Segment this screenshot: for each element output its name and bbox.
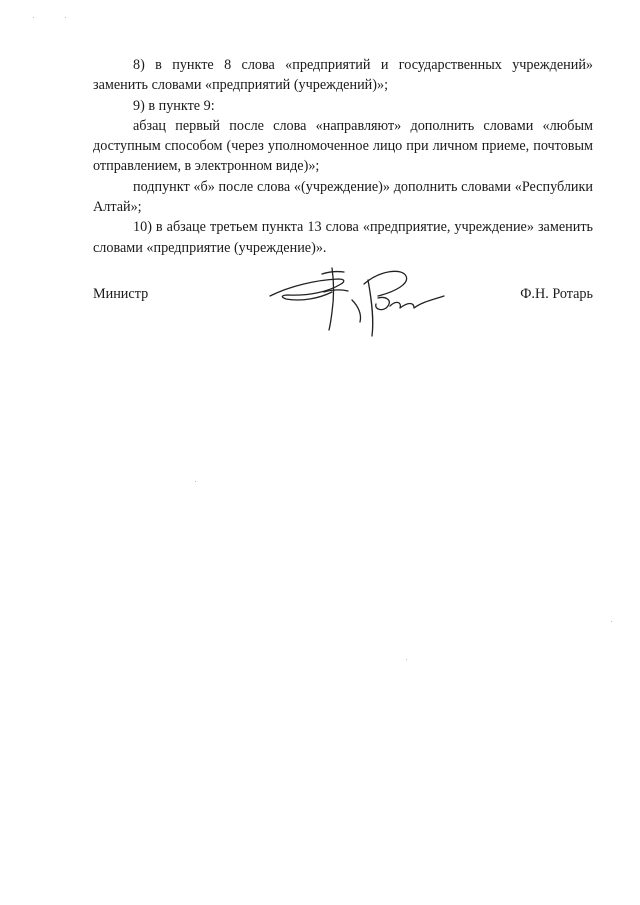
scan-speck: [406, 659, 407, 660]
scan-speck: [65, 17, 66, 18]
paragraph-item-9-podpunkt-b: подпункт «б» после слова «(учреждение)» дополнить словами «Республики Алтай»;: [93, 178, 593, 216]
handwritten-signature-icon: [268, 262, 448, 342]
signatory-name: Ф.Н. Ротарь: [520, 286, 593, 302]
document-body: [93, 55, 593, 258]
paragraph-item-10: 10) в абзаце третьем пункта 13 слова «предприятие, учреждение» заменить словами «предприятие (учреждение)».: [93, 219, 593, 256]
paragraph-item-9-abzac: абзац первый после слова «направляют» дополнить словами «любым доступным способом (через уполномоченное лицо при личном приеме, почтовым отправлением, в электронном виде)»;: [93, 117, 593, 175]
scan-speck: [611, 621, 612, 622]
paragraph-item-9: 9) в пункте 9:: [133, 97, 215, 114]
paragraph-item-8: 8) в пункте 8 слова «предприятий и государственных учреждений» заменить словами «предприятий (учреждений)»;: [93, 57, 593, 94]
signatory-title: Министр: [93, 286, 149, 302]
scan-speck: [195, 481, 196, 482]
scan-speck: [33, 17, 34, 18]
